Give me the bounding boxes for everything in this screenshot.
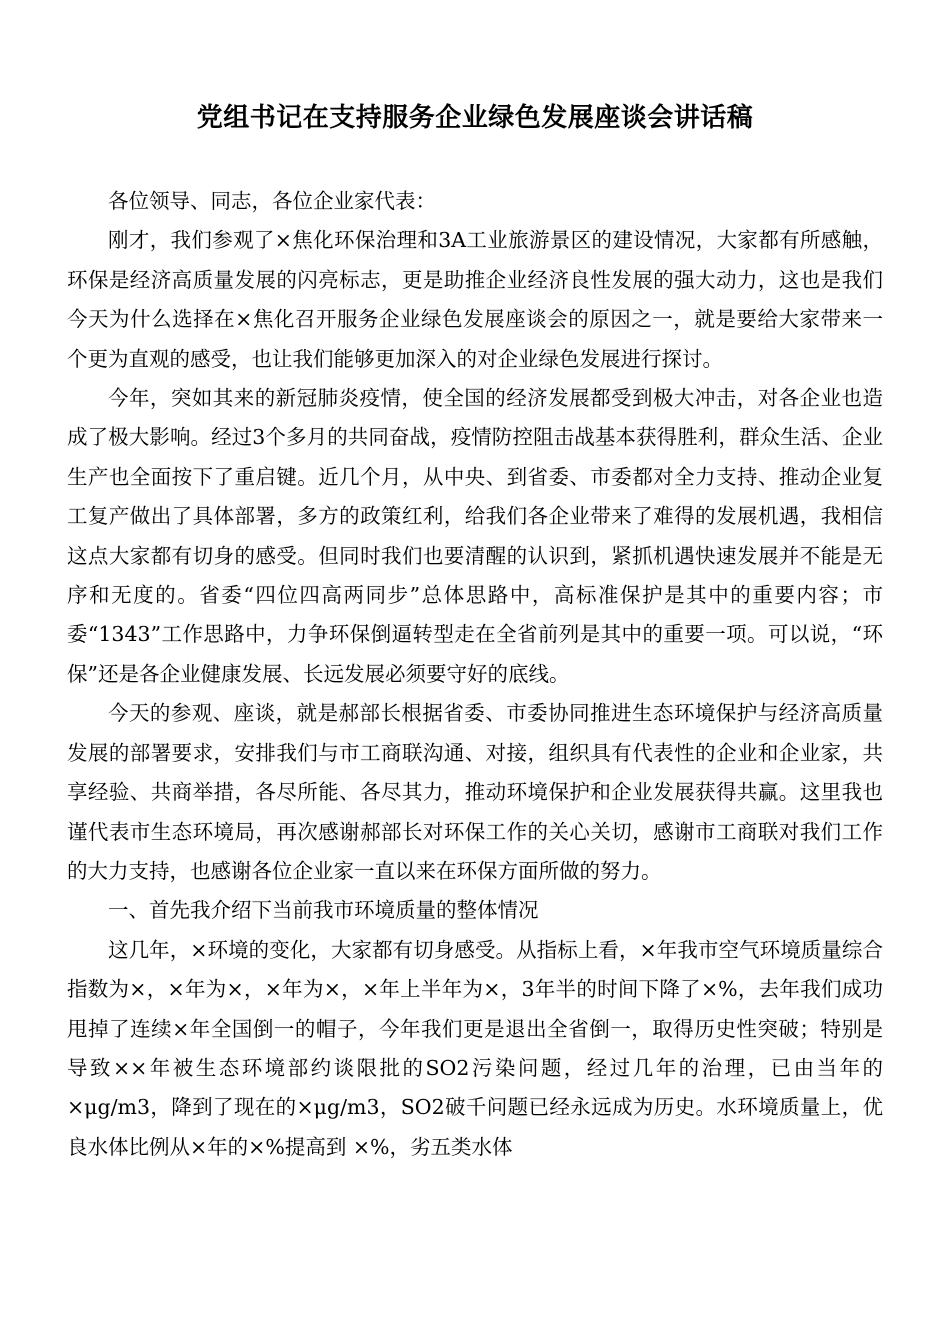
section-heading: 一、首先我介绍下当前我市环境质量的整体情况 — [108, 898, 539, 923]
document-title: 党组书记在支持服务企业绿色发展座谈会讲话稿 — [196, 103, 754, 133]
paragraph: 刚才，我们参观了×焦化环保治理和3A工业旅游景区的建设情况，大家都有所感触，环保是经济高质量发展的闪亮标志，更是助推企业经济良性发展的强大动力，这也是我们今天为什么选择在×焦化召开服务企业绿色发展座谈会的原因之一，就是要给大家带来一个更为直观的感受，也让我们能够更加深入的对企业绿色发展进行探讨。 — [67, 228, 883, 371]
paragraph-salutation: 各位领导、同志，各位企业家代表： — [108, 189, 436, 213]
paragraph: 今天的参观、座谈，就是郝部长根据省委、市委协同推进生态环境保护与经济高质量发展的部署要求，安排我们与市工商联沟通、对接，组织具有代表性的企业和企业家，共享经验、共商举措，各尽所能、各尽其力，推动环境保护和企业发展获得共赢。这里我也谨代表市生态环境局，再次感谢郝部长对环保工作的关心关切，感谢市工商联对我们工作的大力支持，也感谢各位企业家一直以来在环保方面所做的努力。 — [67, 701, 883, 883]
paragraph: 今年，突如其来的新冠肺炎疫情，使全国的经济发展都受到极大冲击，对各企业也造成了极大影响。经过3个多月的共同奋战，疫情防控阻击战基本获得胜利，群众生活、企业生产也全面按下了重启键。近几个月，从中央、到省委、市委都对全力支持、推动企业复工复产做出了具体部署，多方的政策红利，给我们各企业带来了难得的发展机遇，我相信这点大家都有切身的感受。但同时我们也要清醒的认识到，紧抓机遇快速发展并不能是无序和无度的。省委“四位四高两同步”总体思路中，高标准保护是其中的重要内容；市委“1343”工作思路中，力争环保倒逼转型走在全省前列是其中的重要一项。可以说，“环保”还是各企业健康发展、长远发展必须要守好的底线。 — [67, 386, 883, 686]
paragraph: 这几年，×环境的变化，大家都有切身感受。从指标上看，×年我市空气环境质量综合指数为×，×年为×，×年为×，×年上半年为×，3年半的时间下降了×%，去年我们成功甩掉了连续×年全国倒一的帽子，今年我们更是退出全省倒一，取得历史性突破；特别是导致××年被生态环境部约谈限批的SO2污染问题，经过几年的治理，已由当年的×μg/m3，降到了现在的×μg/m3，SO2破千问题已经永远成为历史。水环境质量上，优良水体比例从×年的×%提高到 ×%，劣五类水体 — [67, 937, 883, 1159]
document-body — [67, 182, 883, 1167]
